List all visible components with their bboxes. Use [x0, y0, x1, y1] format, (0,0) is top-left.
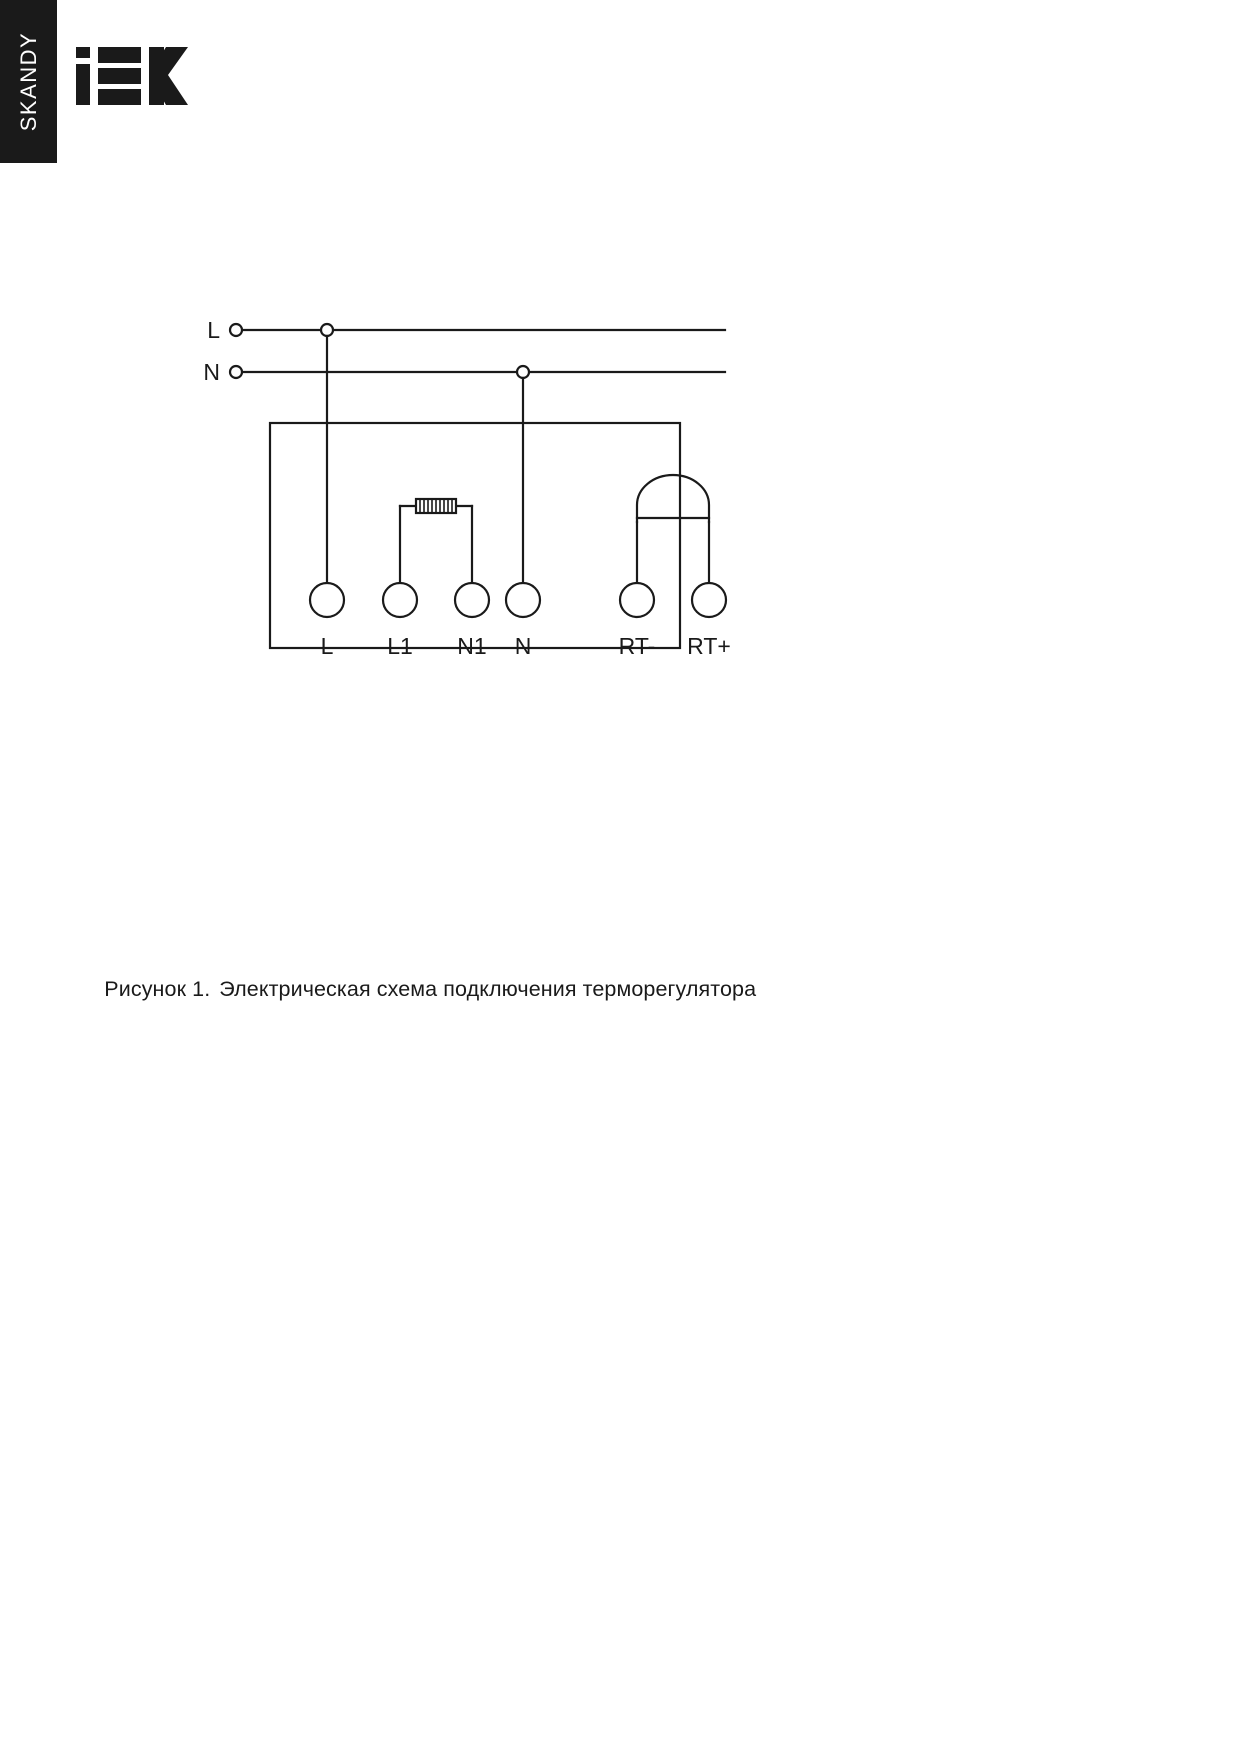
terminal-circle-rt-minus — [620, 583, 654, 617]
junction-N — [517, 366, 529, 378]
terminal-label-n1: N1 — [457, 633, 487, 659]
terminal-circle-n — [506, 583, 540, 617]
terminal-circle-l1 — [383, 583, 417, 617]
brand-side-label: SKANDY — [15, 31, 41, 132]
wiring-diagram — [180, 290, 820, 710]
terminal-circle-rt-plus — [692, 583, 726, 617]
terminal-label-l: L — [320, 633, 334, 659]
supply-label-N: N — [203, 359, 220, 385]
terminal-label-rt-minus: RT- — [618, 633, 656, 659]
supply-label-L: L — [207, 317, 220, 343]
terminal-circle-l — [310, 583, 344, 617]
supply-terminal-N-dot — [230, 366, 242, 378]
heating-element-hatching — [420, 499, 452, 513]
junction-L — [321, 324, 333, 336]
terminal-circle-n1 — [455, 583, 489, 617]
terminal-label-rt-plus: RT+ — [687, 633, 731, 659]
terminal-label-n: N — [514, 633, 532, 659]
sensor-body-symbol — [637, 475, 709, 522]
figure-caption-text: Электрическая схема подключения терморегулятора — [219, 977, 757, 1001]
terminal-label-l1: L1 — [387, 633, 413, 659]
supply-terminal-L-dot — [230, 324, 242, 336]
figure-caption-number: Рисунок 1. — [104, 977, 211, 1001]
figure-caption — [80, 952, 756, 1027]
